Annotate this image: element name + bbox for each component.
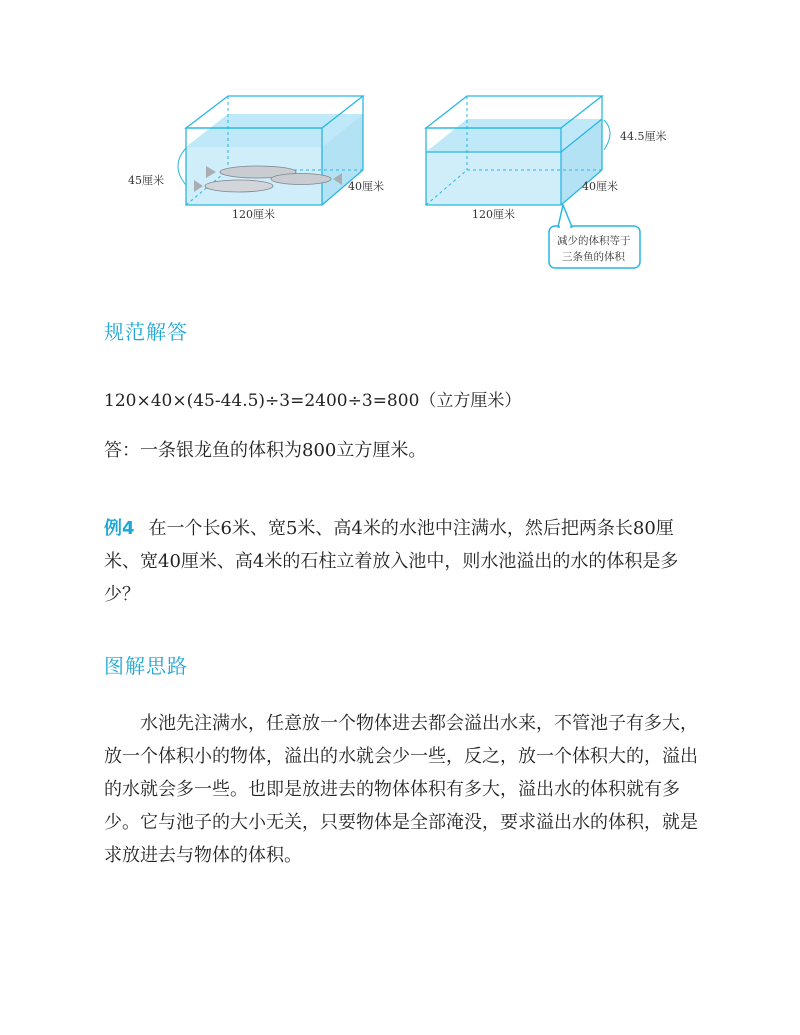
fish-3 bbox=[205, 180, 273, 192]
example-text: 在一个长6米、宽5米、高4米的水池中注满水，然后把两条长80厘米、宽40厘米、高4米的石柱立着放入池中，则水池溢出的水的体积是多少？ bbox=[104, 518, 679, 605]
solution-heading: 规范解答 bbox=[104, 320, 188, 344]
left-length-label: 120厘米 bbox=[232, 208, 275, 221]
solution-answer: 答：一条银龙鱼的体积为800立方厘米。 bbox=[104, 440, 427, 461]
solution-formula: 120×40×(45-44.5)÷3=2400÷3=800（立方厘米） bbox=[104, 391, 522, 411]
callout-line-2: 三条鱼的体积 bbox=[562, 251, 625, 263]
fish-2 bbox=[271, 174, 331, 185]
example-paragraph bbox=[104, 512, 700, 611]
right-width-label: 40厘米 bbox=[582, 180, 618, 193]
left-width-label: 40厘米 bbox=[348, 180, 384, 193]
right-tank-water-front bbox=[426, 152, 561, 205]
right-tank bbox=[426, 96, 667, 268]
left-height-label: 45厘米 bbox=[128, 174, 164, 187]
right-length-label: 120厘米 bbox=[472, 208, 515, 221]
callout-line-1: 减少的体积等于 bbox=[557, 235, 631, 247]
callout bbox=[549, 205, 640, 268]
thinking-paragraph: 水池先注满水，任意放一个物体进去都会溢出水来，不管池子有多大，放一个体积小的物体，溢出的水就会少一些，反之，放一个体积大的，溢出的水就会多一些。也即是放进去的物体体积有多大，溢出水的体积就有多少。它与池子的大小无关，只要物体是全部淹没，要求溢出水的体积，就是求放进去与物体的体积。 bbox=[104, 713, 698, 866]
tanks-figure bbox=[0, 0, 800, 290]
example-label: 例4 bbox=[104, 518, 135, 539]
left-tank bbox=[128, 96, 384, 221]
right-height-label: 44.5厘米 bbox=[620, 130, 667, 143]
thinking-heading: 图解思路 bbox=[104, 654, 188, 678]
